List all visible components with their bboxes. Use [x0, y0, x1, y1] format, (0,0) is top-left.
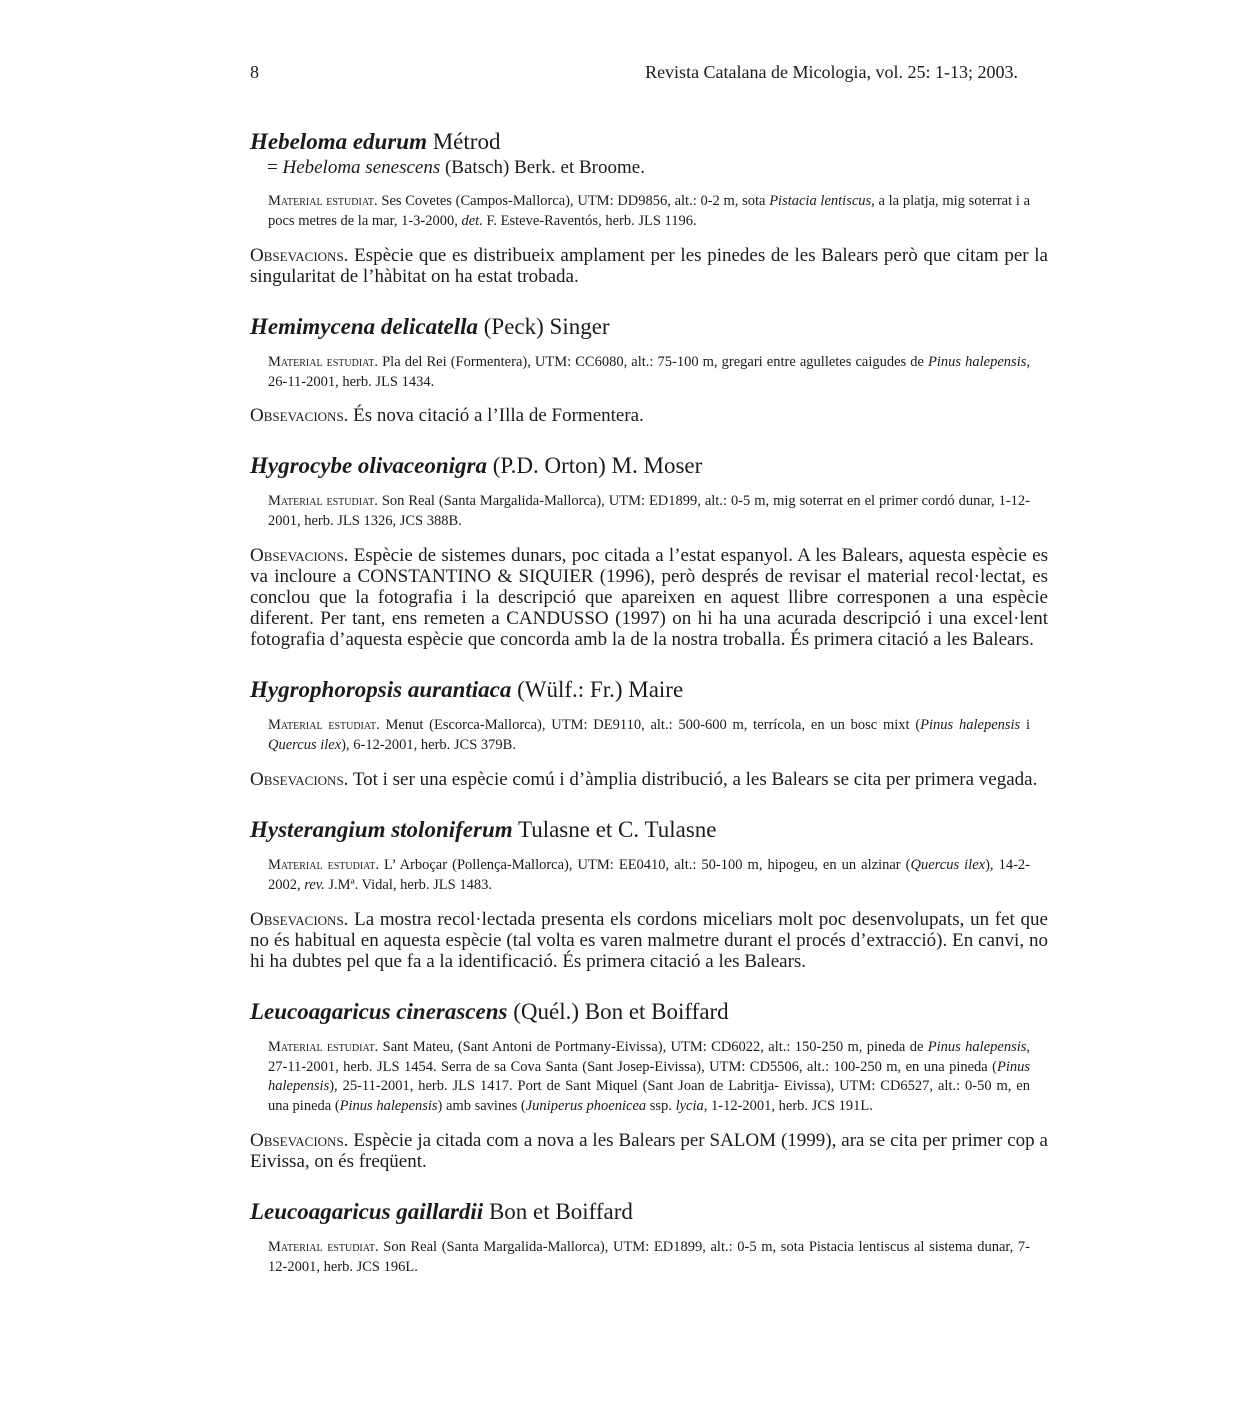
material-label: Material estudiat.: [268, 857, 379, 873]
species-name: Leucoagaricus cinerascens: [250, 999, 508, 1024]
material-paragraph: Material estudiat. L’ Arboçar (Pollença-Mallorca), UTM: EE0410, alt.: 50-100 m, hipogeu, en un alzinar (Quercus ilex), 14-2-2002, rev. J.Mª. Vidal, herb. JLS 1483.: [268, 857, 1030, 893]
material-label: Material estudiat.: [268, 1039, 379, 1055]
journal-citation: Revista Catalana de Micologia, vol. 25: 1-13; 2003.: [645, 62, 1018, 82]
species-heading: [250, 1198, 1048, 1226]
species-heading: [250, 676, 1048, 704]
material-label: Material estudiat.: [268, 193, 378, 209]
material-paragraph: Material estudiat. Menut (Escorca-Mallorca), UTM: DE9110, alt.: 500-600 m, terrícola, en un bosc mixt (Pinus halepensis i Quercus ilex), 6-12-2001, herb. JCS 379B.: [268, 717, 1031, 753]
obs-label: Obsevacions.: [250, 909, 349, 930]
species-name: Leucoagaricus gaillardii: [250, 1199, 484, 1224]
species-name: Hebeloma edurum: [250, 129, 427, 154]
species-author: Tulasne et C. Tulasne: [512, 817, 717, 842]
material-paragraph: Material estudiat. Son Real (Santa Margalida-Mallorca), UTM: ED1899, alt.: 0-5 m, sota Pistacia lentiscus al sistema dunar, 7-12-2001, herb. JCS 196L.: [268, 1239, 1031, 1275]
page-header: [250, 62, 1018, 88]
species-author: (Wülf.: Fr.) Maire: [511, 677, 684, 702]
synonym-line: = Hebeloma senescens (Batsch) Berk. et Broome.: [267, 157, 645, 178]
observations-paragraph: Obsevacions. La mostra recol·lectada presenta els cordons miceliars molt poc desenvolupats, un fet que no és habitual en aquesta espècie (tal volta es varen malmetre durant el procés d’extracció). En canvi, no hi ha dubtes pel que fa a la identificació. És primera citació a les Balears.: [250, 909, 1048, 972]
obs-label: Obsevacions.: [250, 245, 349, 266]
observations-paragraph: Obsevacions. Espècie que es distribueix amplament per les pinedes de les Balears però que citam per la singularitat de l’hàbitat on ha estat trobada.: [250, 245, 1048, 287]
species-heading: [250, 816, 1048, 844]
species-author: Métrod: [426, 129, 501, 154]
species-author: (Quél.) Bon et Boiffard: [507, 999, 729, 1024]
material-paragraph: Material estudiat. Pla del Rei (Formentera), UTM: CC6080, alt.: 75-100 m, gregari entre agulletes caigudes de Pinus halepensis, 26-11-2001, herb. JLS 1434.: [268, 354, 1030, 390]
species-heading: [250, 998, 1048, 1026]
material-label: Material estudiat.: [268, 1239, 379, 1255]
material-label: Material estudiat.: [268, 354, 379, 370]
material-label: Material estudiat.: [268, 493, 378, 509]
material-label: Material estudiat.: [268, 717, 380, 733]
obs-label: Obsevacions.: [250, 545, 349, 566]
synonym-author: (Batsch) Berk. et Broome.: [440, 157, 645, 178]
species-name: Hemimycena delicatella: [250, 314, 479, 339]
synonym-name: Hebeloma senescens: [282, 157, 441, 178]
species-name: Hygrophoropsis aurantiaca: [250, 677, 512, 702]
page-number: 8: [250, 62, 259, 82]
article-body: [250, 128, 1048, 1277]
material-paragraph: Material estudiat. Son Real (Santa Margalida-Mallorca), UTM: ED1899, alt.: 0-5 m, mig soterrat en el primer cordó dunar, 1-12-2001, herb. JLS 1326, JCS 388B.: [268, 493, 1030, 529]
observations-paragraph: Obsevacions. És nova citació a l’Illa de Formentera.: [250, 405, 644, 426]
observations-paragraph: Obsevacions. Espècie ja citada com a nova a les Balears per SALOM (1999), ara se cita per primer cop a Eivissa, on és freqüent.: [250, 1130, 1048, 1172]
material-paragraph: Material estudiat. Ses Covetes (Campos-Mallorca), UTM: DD9856, alt.: 0-2 m, sota Pistacia lentiscus, a la platja, mig soterrat i a pocs metres de la mar, 1-3-2000, det. F. Esteve-Raventós, herb. JLS 1196.: [268, 193, 1031, 229]
obs-label: Obsevacions.: [250, 1130, 349, 1151]
species-heading: [250, 452, 1048, 480]
species-author: (Peck) Singer: [478, 314, 610, 339]
obs-label: Obsevacions.: [250, 405, 349, 426]
species-heading: [250, 128, 1048, 156]
species-heading: [250, 313, 1048, 341]
species-name: Hygrocybe olivaceonigra: [250, 453, 487, 478]
observations-paragraph: Obsevacions. Tot i ser una espècie comú i d’àmplia distribució, a les Balears se cita per primera vegada.: [250, 769, 1038, 790]
material-paragraph: Material estudiat. Sant Mateu, (Sant Antoni de Portmany-Eivissa), UTM: CD6022, alt.: 150-250 m, pineda de Pinus halepensis, 27-11-2001, herb. JLS 1454. Serra de sa Cova Santa (Sant Josep-Eivissa), UTM: CD5506, alt.: 100-250 m, en una pineda (Pinus halepensis), 25-11-2001, herb. JLS 1417. Port de Sant Miquel (Sant Joan de Labritja- Eivissa), UTM: CD6527, alt.: 0-50 m, en una pineda (Pinus halepensis) amb savines (Juniperus phoenicea ssp. lycia, 1-12-2001, herb. JCS 191L.: [268, 1039, 1031, 1114]
species-author: (P.D. Orton) M. Moser: [486, 453, 703, 478]
observations-paragraph: Obsevacions. Espècie de sistemes dunars, poc citada a l’estat espanyol. A les Balears, aquesta espècie es va incloure a CONSTANTINO & SIQUIER (1996), però després de revisar el material recol·lectat, es conclou que la fotografia i la descripció que apareixen en aquest llibre corresponen a una espècie diferent. Per tant, ens remeten a CANDUSSO (1997) on hi ha una acurada descripció i una excel·lent fotografia d’aquesta espècie que concorda amb la de la nostra troballa. És primera citació a les Balears.: [250, 545, 1048, 650]
species-name: Hysterangium stoloniferum: [250, 817, 513, 842]
obs-label: Obsevacions.: [250, 769, 349, 790]
species-author: Bon et Boiffard: [483, 1199, 633, 1224]
